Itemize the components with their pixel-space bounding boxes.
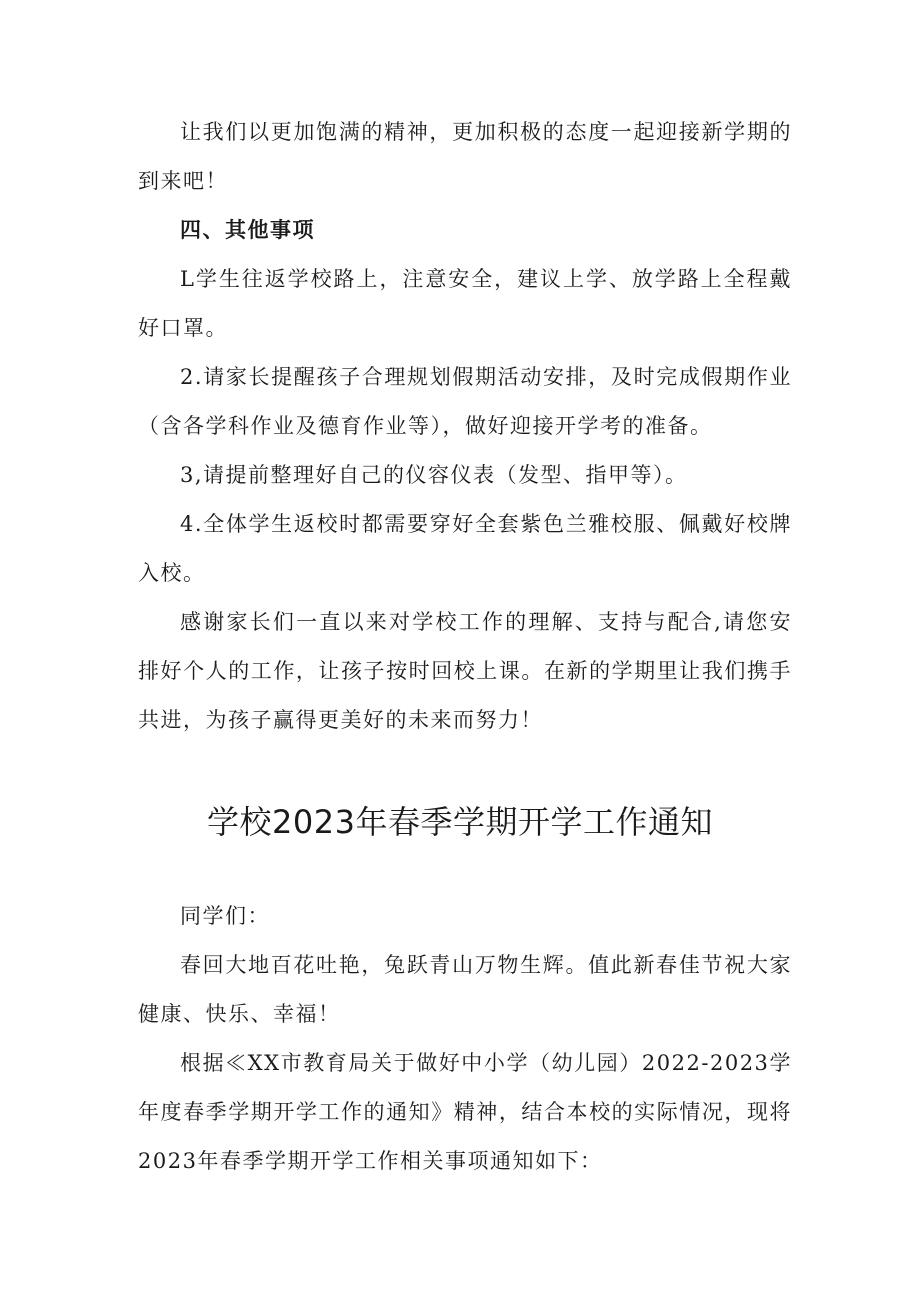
item-paragraph-4: 4.全体学生返校时都需要穿好全套紫色兰雅校服、佩戴好校牌入校。 <box>138 512 792 585</box>
section-heading: 四、其他事项 <box>180 218 315 242</box>
notice-title: 学校2023年春季学期开学工作通知 <box>207 803 713 841</box>
item-paragraph-2: 2.请家长提醒孩子合理规划假期活动安排，及时完成假期作业（含各学科作业及德育作业等），做好迎接开学考的准备。 <box>138 365 792 438</box>
item-paragraph-3: 3,请提前整理好自己的仪容仪表（发型、指甲等）。 <box>180 463 688 487</box>
item-paragraph-1: L学生往返学校路上，注意安全，建议上学、放学路上全程戴好口罩。 <box>138 267 792 340</box>
notice-body <box>138 892 792 1186</box>
notice-paragraph-1: 春回大地百花吐艳，兔跃青山万物生辉。值此新春佳节祝大家健康、快乐、幸福！ <box>138 953 792 1026</box>
top-section <box>138 108 792 745</box>
closing-paragraph: 感谢家长们一直以来对学校工作的理解、支持与配合,请您安排好个人的工作，让孩子按时回校上课。在新的学期里让我们携手共进，为孩子赢得更美好的未来而努力！ <box>138 610 792 732</box>
notice-greeting: 同学们： <box>180 904 270 928</box>
intro-paragraph: 让我们以更加饱满的精神，更加积极的态度一起迎接新学期的到来吧！ <box>138 120 792 193</box>
notice-paragraph-2: 根据≪XX市教育局关于做好中小学（幼儿园）2022-2023学年度春季学期开学工作的通知》精神，结合本校的实际情况，现将2023年春季学期开学工作相关事项通知如下： <box>138 1051 792 1173</box>
